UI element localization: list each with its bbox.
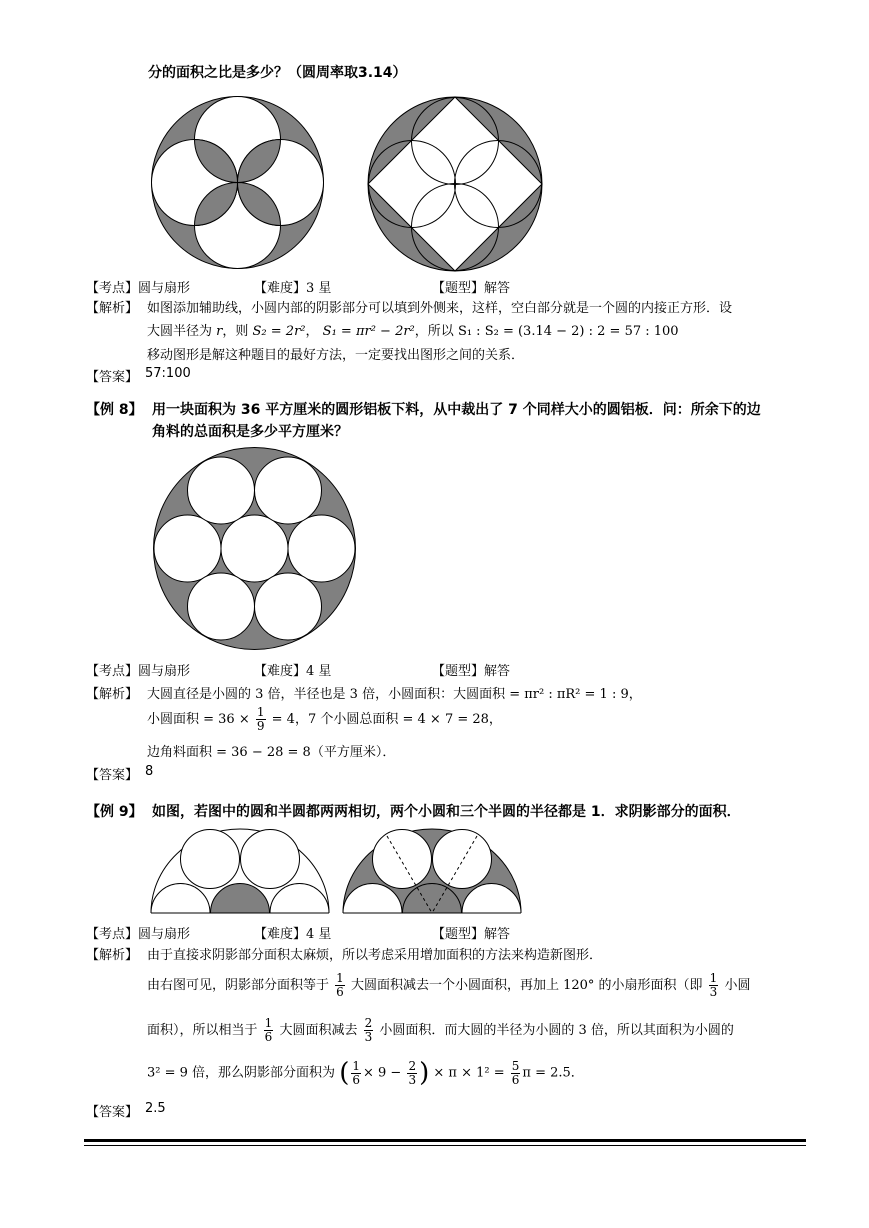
text: 小圆 bbox=[724, 978, 751, 993]
daan-value: 57:100 bbox=[145, 366, 191, 381]
daan-label: 【答案】 bbox=[86, 370, 139, 385]
formula-ratio: S₁ : S₂ = (3.14 − 2) : 2 = 57 : 100 bbox=[457, 324, 679, 339]
fraction-two-thirds: $\frac{2}{3}$ bbox=[364, 1016, 373, 1044]
nandu: 【难度】4 星 bbox=[254, 664, 332, 679]
kaodian: 【考点】圆与扇形 bbox=[86, 664, 191, 679]
text: × 9 − bbox=[362, 1065, 402, 1081]
figure-semicircle-right bbox=[342, 828, 522, 914]
example-label: 【例 9】 bbox=[86, 804, 143, 820]
text: 小圆面积 = 36 × bbox=[147, 712, 250, 727]
nandu: 【难度】4 星 bbox=[254, 927, 332, 942]
daan-value: 8 bbox=[145, 764, 154, 779]
question-text: 如图，若图中的圆和半圆都两两相切，两个小圆和三个半圆的半径都是 1．求阴影部分的面积． bbox=[152, 804, 741, 820]
fraction-five-sixths: $\frac{5}{6}$ bbox=[511, 1058, 520, 1087]
jiexi-line: 移动图形是解这种题目的最好方法，一定要找出图形之间的关系． bbox=[147, 348, 525, 363]
daan-label: 【答案】 bbox=[86, 1105, 139, 1120]
text: 3² = 9 倍，那么阴影部分面积为 bbox=[147, 1065, 336, 1081]
tixing: 【题型】解答 bbox=[432, 664, 511, 679]
text: 面积），所以相当于 bbox=[147, 1023, 258, 1038]
question-continuation: 分的面积之比是多少？（圆周率取3.14） bbox=[148, 65, 407, 81]
jiexi-line: 由于直接求阴影部分面积太麻烦，所以考虑采用增加面积的方法来构造新图形． bbox=[147, 948, 603, 963]
question-text: 用一块面积为 36 平方厘米的圆形铝板下料，从中裁出了 7 个同样大小的圆铝板．问：所余下的边 bbox=[152, 402, 761, 418]
jiexi-label: 【解析】 bbox=[86, 687, 139, 702]
text: 大圆面积减去 bbox=[279, 1023, 358, 1038]
fraction-one-sixth: $\frac{1}{6}$ bbox=[264, 1016, 273, 1044]
fraction-one-third: $\frac{1}{3}$ bbox=[709, 971, 718, 999]
formula-s2: S₂ = 2r² bbox=[252, 324, 306, 339]
figure-semicircle-left bbox=[150, 828, 330, 914]
text: 小圆面积．而大圆的半径为小圆的 3 倍，所以其面积为小圆的 bbox=[379, 1023, 734, 1038]
fraction-two-thirds: $\frac{2}{3}$ bbox=[408, 1058, 417, 1087]
jiexi-line bbox=[147, 1017, 734, 1044]
fraction-one-sixth: $\frac{1}{6}$ bbox=[352, 1058, 360, 1087]
jiexi-line bbox=[147, 706, 502, 733]
jiexi-label: 【解析】 bbox=[86, 301, 139, 316]
kaodian: 【考点】圆与扇形 bbox=[86, 281, 191, 296]
paren-close: ) bbox=[419, 1058, 430, 1088]
comma: ， bbox=[305, 324, 319, 339]
jiexi-line bbox=[147, 320, 679, 339]
daan-label: 【答案】 bbox=[86, 768, 139, 783]
jiexi-line: 边角料面积 = 36 − 28 = 8（平方厘米）． bbox=[147, 745, 396, 760]
footer-rule-thin bbox=[84, 1145, 806, 1146]
jiexi-line bbox=[147, 1058, 584, 1088]
footer-rule-thick bbox=[84, 1139, 806, 1142]
text: 大圆半径为 bbox=[147, 324, 213, 339]
tixing: 【题型】解答 bbox=[432, 927, 511, 942]
figure-seven-circles bbox=[152, 446, 357, 651]
tixing: 【题型】解答 bbox=[432, 281, 511, 296]
jiexi-line: 大圆直径是小圆的 3 倍，半径也是 3 倍，小圆面积：大圆面积 = πr² : πR² = 1 : 9， bbox=[147, 687, 642, 702]
question-text: 角料的总面积是多少平方厘米？ bbox=[152, 424, 348, 440]
figure-four-circles bbox=[150, 95, 325, 270]
jiexi-label: 【解析】 bbox=[86, 948, 139, 963]
text: ，所以 bbox=[414, 324, 454, 339]
fraction-one-sixth: $\frac{1}{6}$ bbox=[336, 971, 344, 999]
formula-s1: S₁ = πr² − 2r² bbox=[322, 324, 415, 339]
example-label: 【例 8】 bbox=[86, 402, 143, 418]
text: × π × 1² = bbox=[433, 1065, 505, 1081]
kaodian: 【考点】圆与扇形 bbox=[86, 927, 191, 942]
daan-value: 2.5 bbox=[145, 1101, 166, 1116]
jiexi-line: 如图添加辅助线，小圆内部的阴影部分可以填到外侧来，这样，空白部分就是一个圆的内接正方形．设 bbox=[147, 301, 733, 316]
fraction-one-ninth: $\frac{1}{9}$ bbox=[256, 705, 265, 733]
text: = 4，7 个小圆总面积 = 4 × 7 = 28， bbox=[271, 712, 502, 727]
text: ，则 bbox=[222, 324, 249, 339]
text: 大圆面积减去一个小圆面积，再加上 120° 的小扇形面积（即 bbox=[350, 978, 703, 993]
figure-inscribed-square bbox=[366, 95, 544, 273]
text: π = 2.5． bbox=[522, 1065, 584, 1081]
text: 由右图可见，阴影部分面积等于 bbox=[147, 978, 330, 993]
jiexi-line bbox=[147, 972, 750, 999]
var-r: r bbox=[216, 324, 223, 339]
paren-open: ( bbox=[339, 1058, 350, 1088]
nandu: 【难度】3 星 bbox=[254, 281, 332, 296]
